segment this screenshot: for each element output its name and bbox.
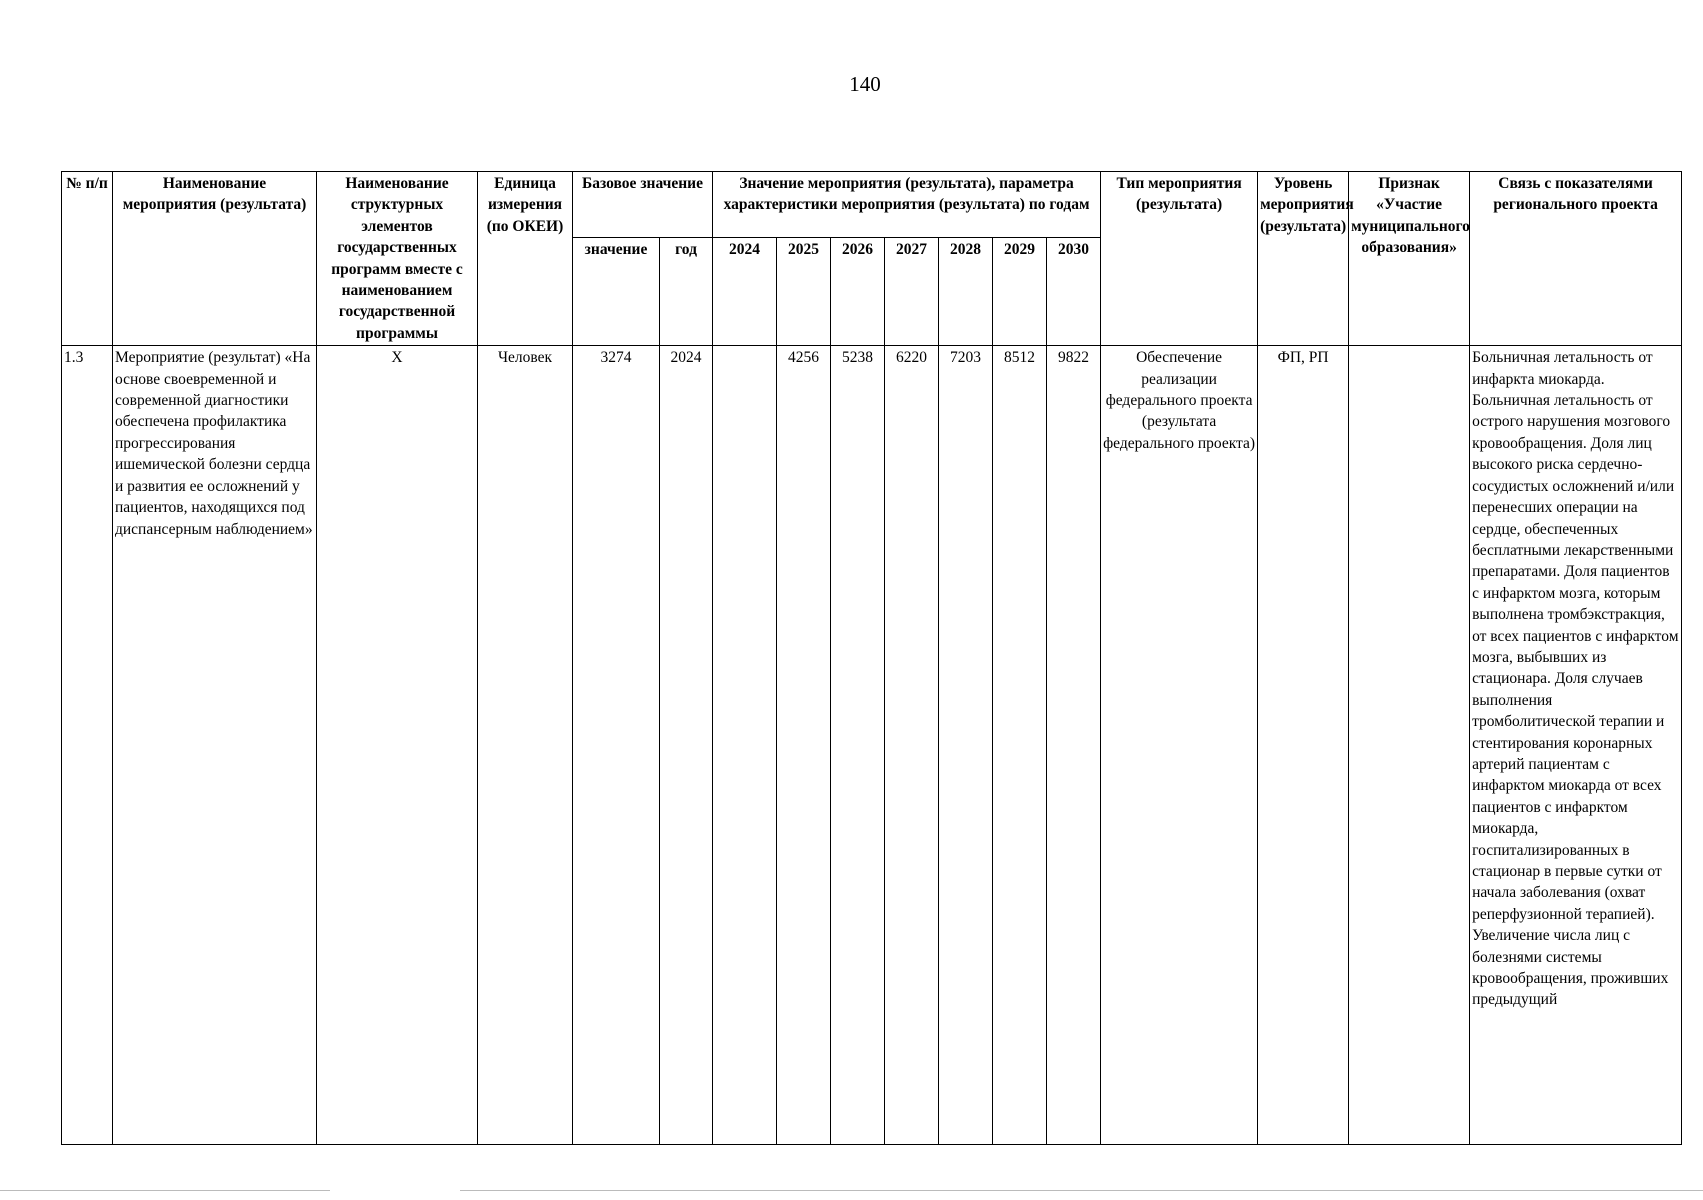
row-name: Мероприятие (результат) «На основе своевременной и современной диагностики обеспечена профилактика прогрессирования ишемической болезни сердца и развития ее осложнений у пациентов, находящихся под диспансерным наблюдением» [113, 346, 317, 1145]
header-link: Связь с показателями регионального проекта [1470, 172, 1682, 346]
header-year: 2029 [993, 238, 1047, 346]
header-base-year: год [660, 238, 713, 346]
row-municipal [1349, 346, 1470, 1145]
header-year: 2024 [713, 238, 777, 346]
header-year: 2025 [777, 238, 831, 346]
row-type: Обеспечение реализации федерального проекта (результата федерального проекта) [1101, 346, 1258, 1145]
header-name: Наименование мероприятия (результата) [113, 172, 317, 346]
row-year-value: 7203 [939, 346, 993, 1145]
row-year-value: 6220 [885, 346, 939, 1145]
header-level: Уровень мероприятия (результата) [1258, 172, 1349, 346]
header-municipal: Признак «Участие муниципального образования» [1349, 172, 1470, 346]
row-link: Больничная летальность от инфаркта миокарда. Больничная летальность от острого нарушения мозгового кровообращения. Доля лиц высокого риска сердечно-сосудистых осложнений и/или перенесших операции на сердце, обеспеченных бесплатными лекарственными препаратами. Доля пациентов с инфарктом мозга, которым выполнена тромбэкстракция, от всех пациентов с инфарктом мозга, выбывших из стационара. Доля случаев выполнения тромболитической терапии и стентирования коронарных артерий пациентам с инфарктом миокарда от всех пациентов с инфарктом миокарда, госпитализированных в стационар в первые сутки от начала заболевания (охват реперфузионной терапией). Увеличение числа лиц с болезнями системы кровообращения, проживших предыдущий [1470, 346, 1682, 1145]
scan-edge-line [460, 1190, 1703, 1191]
header-row [62, 172, 1682, 238]
scan-edge-line [0, 1190, 330, 1191]
activities-table [61, 171, 1682, 1145]
table-row [62, 346, 1682, 1145]
header-values: Значение мероприятия (результата), параметра характеристики мероприятия (результата) по годам [713, 172, 1101, 238]
header-unit: Единица измерения (по ОКЕИ) [478, 172, 573, 346]
page-number: 140 [849, 72, 881, 96]
header-year: 2026 [831, 238, 885, 346]
row-year-value: 9822 [1047, 346, 1101, 1145]
row-struct: Х [317, 346, 478, 1145]
row-level: ФП, РП [1258, 346, 1349, 1145]
header-struct: Наименование структурных элементов государственных программ вместе с наименованием государственной программы [317, 172, 478, 346]
row-base-value: 3274 [573, 346, 660, 1145]
row-num: 1.3 [62, 346, 113, 1145]
header-year: 2030 [1047, 238, 1101, 346]
row-year-value: 5238 [831, 346, 885, 1145]
header-year: 2028 [939, 238, 993, 346]
header-num: № п/п [62, 172, 113, 346]
row-year-value: 4256 [777, 346, 831, 1145]
header-type: Тип мероприятия (результата) [1101, 172, 1258, 346]
row-year-value [713, 346, 777, 1145]
header-base: Базовое значение [573, 172, 713, 238]
header-base-value: значение [573, 238, 660, 346]
row-unit: Человек [478, 346, 573, 1145]
row-year-value: 8512 [993, 346, 1047, 1145]
row-base-year: 2024 [660, 346, 713, 1145]
header-year: 2027 [885, 238, 939, 346]
